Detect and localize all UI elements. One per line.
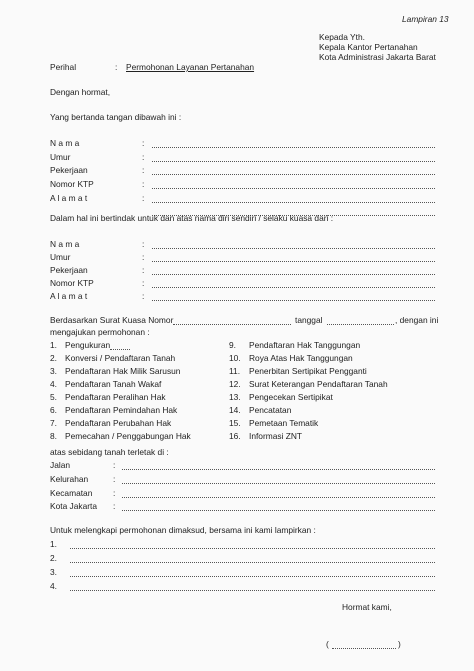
- fill-in-line[interactable]: [152, 160, 435, 162]
- field-colon: :: [142, 278, 145, 288]
- service-item: Pendaftaran Hak Tanggungan: [249, 340, 361, 350]
- service-num: 1.: [50, 340, 57, 350]
- fill-in-line[interactable]: [152, 187, 435, 189]
- service-num: 3.: [50, 366, 57, 376]
- fill-in-line[interactable]: [70, 547, 435, 549]
- field-colon: :: [142, 179, 145, 189]
- behalf-text: Dalam hal ini bertindak untuk dan atas nama diri sendiri / selaku kuasa dari :: [50, 213, 334, 223]
- fill-in-line[interactable]: [152, 299, 435, 301]
- service-num: 8.: [50, 431, 57, 441]
- field-label: Kelurahan: [50, 474, 89, 484]
- field-colon: :: [113, 460, 116, 470]
- fill-in-line[interactable]: [152, 260, 435, 262]
- field-colon: :: [142, 265, 145, 275]
- field-label: A l a m a t: [50, 291, 88, 301]
- service-num: 6.: [50, 405, 57, 415]
- fill-in-line[interactable]: [152, 247, 435, 249]
- field-colon: :: [142, 138, 145, 148]
- kuasa-date-line[interactable]: [327, 323, 394, 325]
- service-num: 10.: [229, 353, 241, 363]
- attachment-num: 1.: [50, 539, 57, 549]
- service-num: 5.: [50, 392, 57, 402]
- field-colon: :: [113, 488, 116, 498]
- sign-close-paren: ): [398, 639, 401, 649]
- field-label: Kecamatan: [50, 488, 93, 498]
- signature-fill-line[interactable]: [332, 647, 396, 649]
- service-item: Pemetaan Tematik: [249, 418, 319, 428]
- fill-in-line[interactable]: [152, 146, 435, 148]
- service-item: Pendaftaran Perubahan Hak: [65, 418, 172, 428]
- perihal-value: Permohonan Layanan Pertanahan: [126, 62, 255, 72]
- service-num: 16.: [229, 431, 241, 441]
- kuasa-text-end: , dengan ini: [395, 315, 439, 325]
- fill-in-line[interactable]: [122, 482, 435, 484]
- attachment-num: 2.: [50, 553, 57, 563]
- attach-intro: Untuk melengkapi permohonan dimaksud, bersama ini kami lampirkan :: [50, 525, 316, 535]
- service-item: Roya Atas Hak Tanggungan: [249, 353, 353, 363]
- service-item: Pencatatan: [249, 405, 292, 415]
- service-num: 7.: [50, 418, 57, 428]
- service-item: Pendaftaran Hak Milik Sarusun: [65, 366, 181, 376]
- fill-in-line[interactable]: [122, 509, 435, 511]
- fill-in-line[interactable]: [110, 348, 130, 350]
- fill-in-line[interactable]: [70, 575, 435, 577]
- field-colon: :: [142, 291, 145, 301]
- service-item: Pendaftaran Pemindahan Hak: [65, 405, 178, 415]
- field-colon: :: [142, 252, 145, 262]
- fill-in-line[interactable]: [70, 561, 435, 563]
- attachment-num: 4.: [50, 581, 57, 591]
- field-label: Nomor KTP: [50, 179, 94, 189]
- service-item: Pendaftaran Peralihan Hak: [65, 392, 166, 402]
- fill-in-line[interactable]: [70, 589, 435, 591]
- fill-in-line[interactable]: [152, 273, 435, 275]
- field-label: Umur: [50, 152, 71, 162]
- kuasa-text: Berdasarkan Surat Kuasa Nomor: [50, 315, 174, 325]
- service-item: Surat Keterangan Pendaftaran Tanah: [249, 379, 388, 389]
- service-num: 2.: [50, 353, 57, 363]
- service-item: Informasi ZNT: [249, 431, 303, 441]
- service-num: 15.: [229, 418, 241, 428]
- service-num: 14.: [229, 405, 241, 415]
- sign-open-paren: (: [326, 639, 329, 649]
- field-colon: :: [142, 152, 145, 162]
- service-num: 13.: [229, 392, 241, 402]
- field-label: Pekerjaan: [50, 265, 88, 275]
- fill-in-line[interactable]: [122, 468, 435, 470]
- field-label: Umur: [50, 252, 71, 262]
- field-colon: :: [142, 165, 145, 175]
- closing-text: Hormat kami,: [342, 602, 392, 612]
- perihal-colon: :: [115, 62, 118, 72]
- perihal-label: Perihal: [50, 62, 77, 72]
- recipient-line: Kepala Kantor Pertanahan: [319, 42, 418, 52]
- field-label: Pekerjaan: [50, 165, 88, 175]
- fill-in-line[interactable]: [152, 286, 435, 288]
- field-label: N a m a: [50, 138, 80, 148]
- service-item: Pengecekan Sertipikat: [249, 392, 333, 402]
- service-num: 12.: [229, 379, 241, 389]
- location-intro: atas sebidang tanah terletak di :: [50, 447, 169, 457]
- service-item: Pemecahan / Penggabungan Hak: [65, 431, 191, 441]
- fill-in-line[interactable]: [152, 201, 435, 203]
- recipient-line: Kota Administrasi Jakarta Barat: [319, 52, 436, 62]
- service-item: Pengukuran: [65, 340, 111, 350]
- field-colon: :: [142, 239, 145, 249]
- service-num: 9.: [229, 340, 236, 350]
- field-label: Kota Jakarta: [50, 501, 98, 511]
- field-colon: :: [113, 501, 116, 511]
- field-colon: :: [142, 193, 145, 203]
- service-item: Konversi / Pendaftaran Tanah: [65, 353, 176, 363]
- intro-text: Yang bertanda tangan dibawah ini :: [50, 112, 182, 122]
- fill-in-line[interactable]: [122, 496, 435, 498]
- mengajukan-text: mengajukan permohonan :: [50, 327, 150, 337]
- service-num: 4.: [50, 379, 57, 389]
- field-colon: :: [113, 474, 116, 484]
- service-item: Pendaftaran Tanah Wakaf: [65, 379, 162, 389]
- greeting: Dengan hormat,: [50, 87, 111, 97]
- service-item: Penerbitan Sertipikat Pengganti: [249, 366, 367, 376]
- kuasa-number-line[interactable]: [173, 323, 291, 325]
- kuasa-tanggal-label: tanggal: [295, 315, 323, 325]
- service-num: 11.: [229, 366, 241, 376]
- attachment-num: 3.: [50, 567, 57, 577]
- field-label: N a m a: [50, 239, 80, 249]
- field-label: Jalan: [50, 460, 71, 470]
- fill-in-line[interactable]: [152, 173, 435, 175]
- field-label: Nomor KTP: [50, 278, 94, 288]
- recipient-line: Kepada Yth.: [319, 32, 365, 42]
- lampiran-label: Lampiran 13: [402, 14, 449, 24]
- field-label: A l a m a t: [50, 193, 88, 203]
